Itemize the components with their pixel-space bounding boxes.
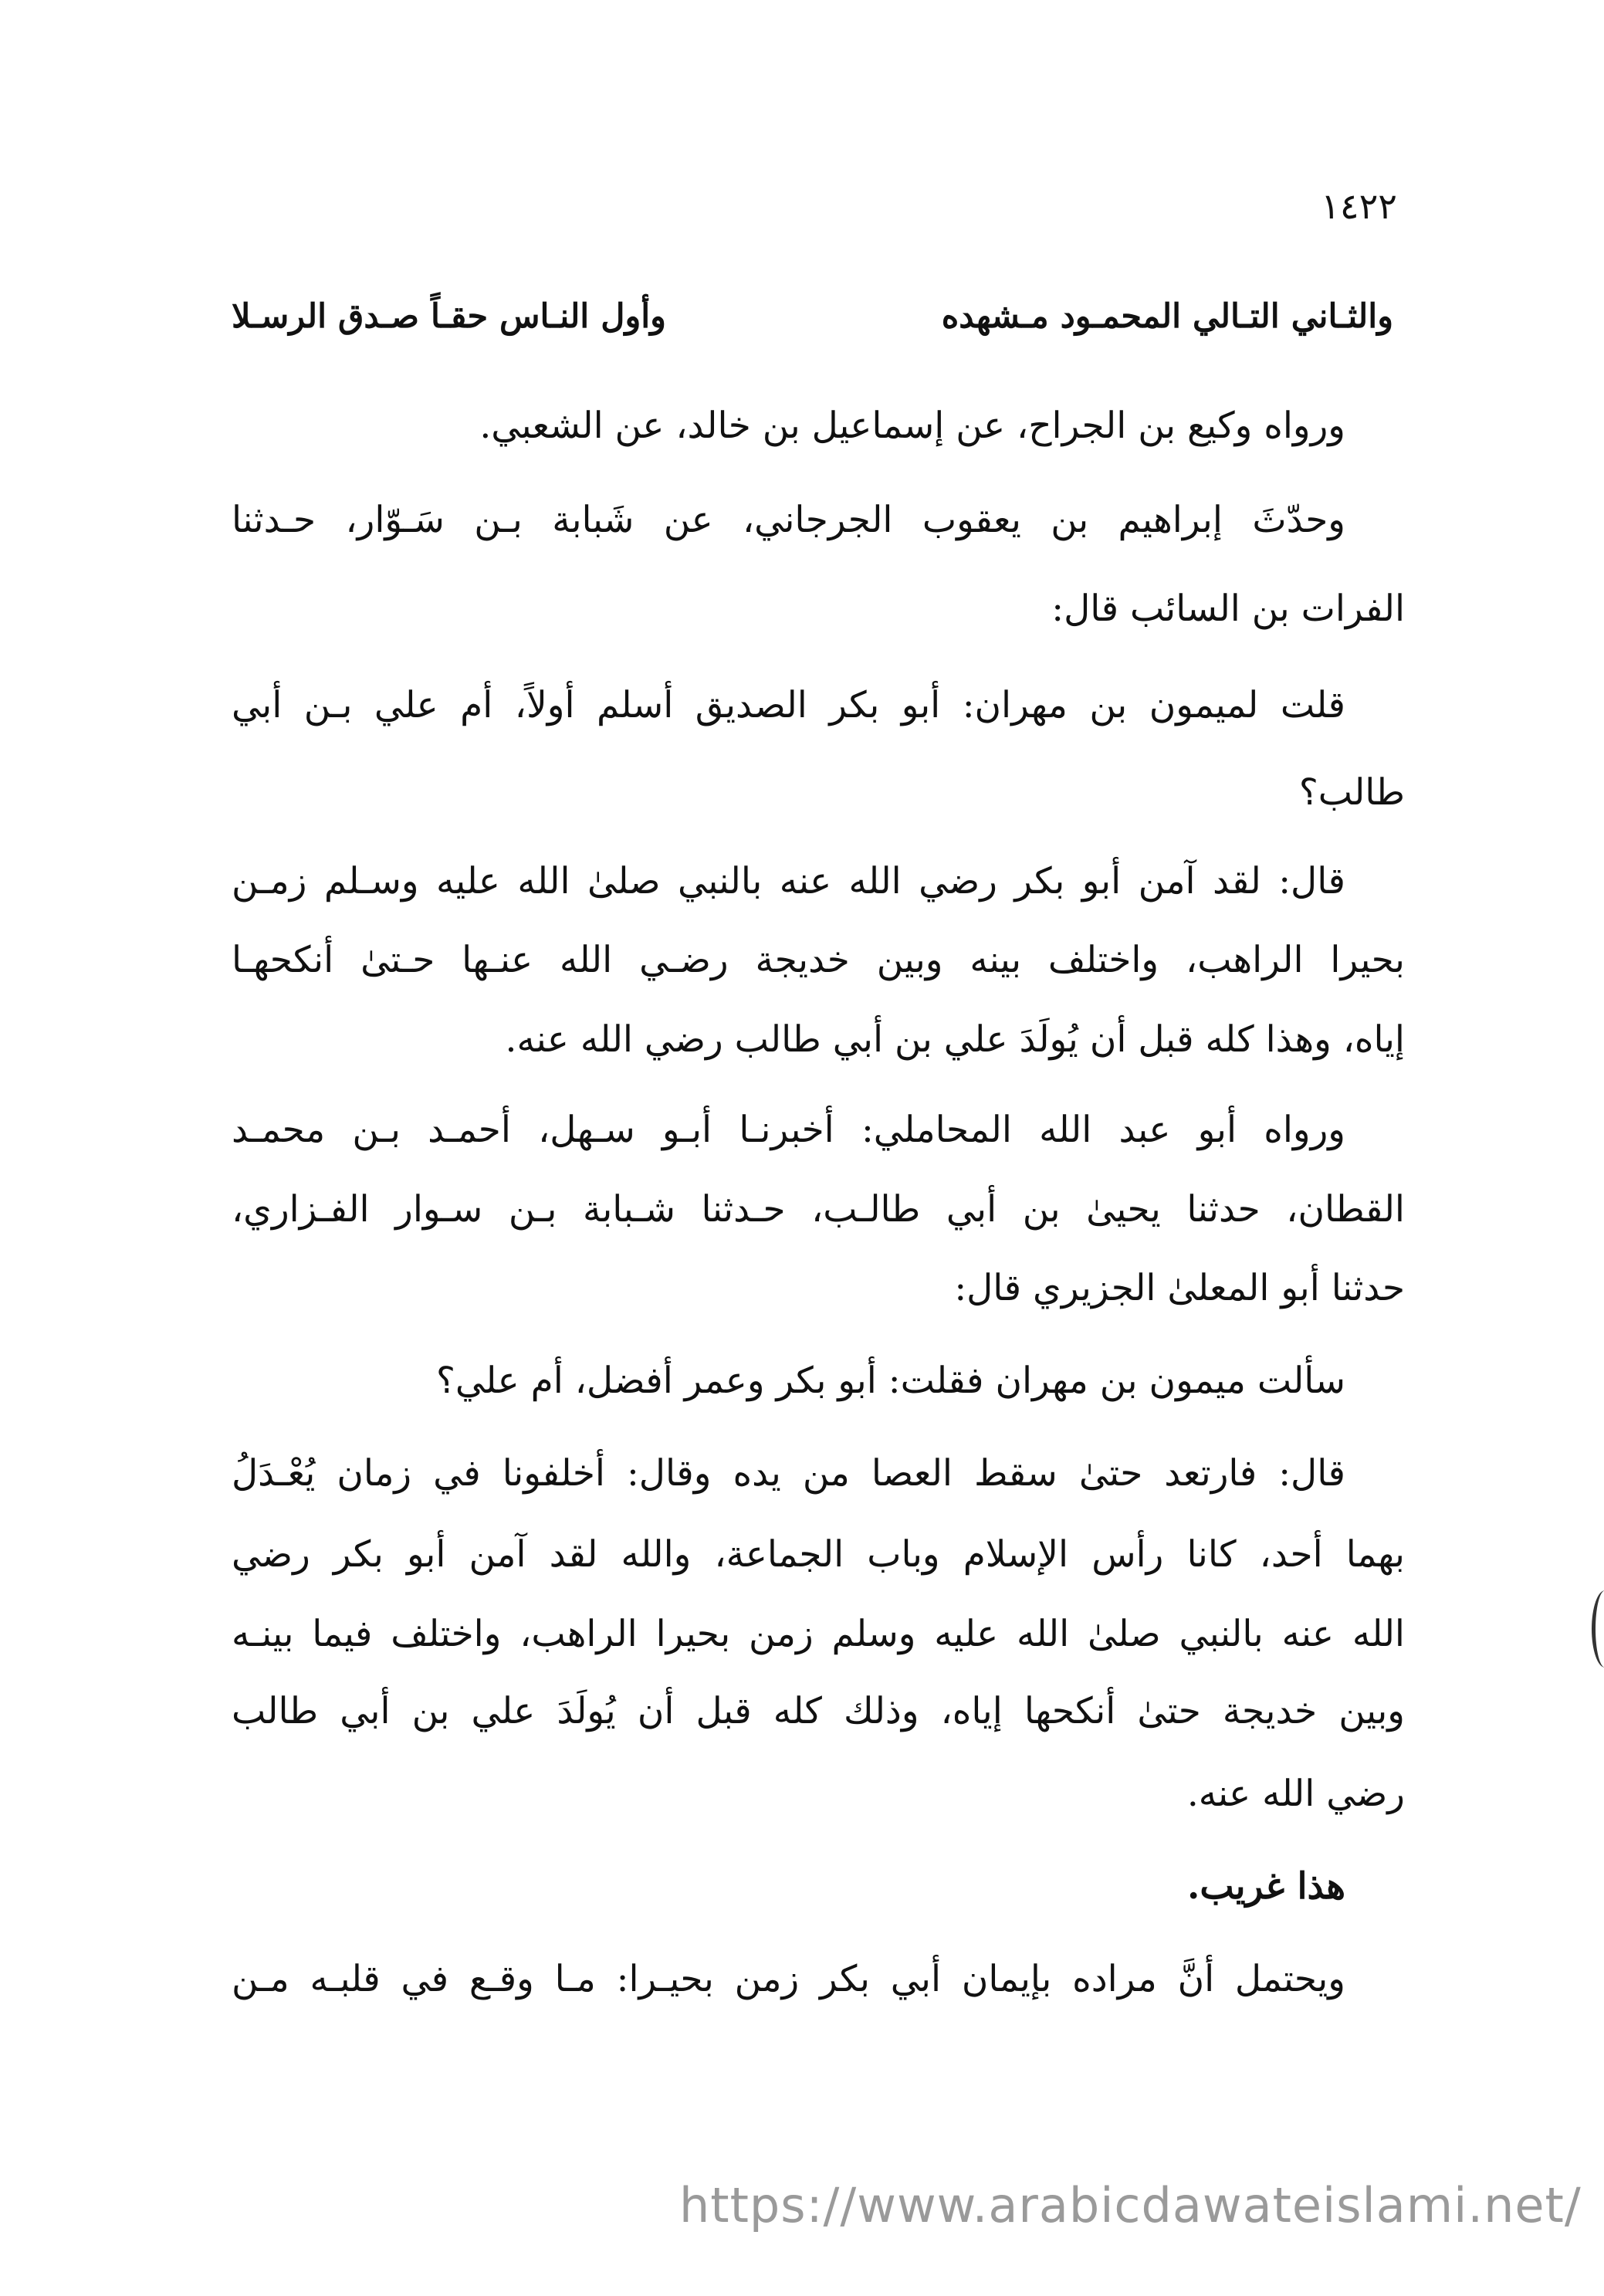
text-line-18: هذا غريب. (1187, 1865, 1345, 1908)
poetry-verse (232, 297, 1393, 359)
text-line-8: إياه، وهذا كله قبل أن يُولَدَ علي بن أبي طالب رضي الله عنه. (505, 1018, 1405, 1061)
verse-first-hemistich: والثـاني التـالي المحمـود مـشهده (941, 297, 1393, 336)
text-line-17: رضي الله عنه. (1186, 1773, 1405, 1815)
margin-bracket-mark (1592, 1590, 1604, 1668)
text-line-4: قلت لميمون بن مهران: أبو بكر الصديق أسلم أولاً، أم علي بـن أبي (232, 684, 1345, 726)
text-line-15: الله عنه بالنبي صلىٰ الله عليه وسلم زمن بحيرا الراهب، واختلف فيما بينـه (232, 1613, 1405, 1655)
text-line-16: وبين خديجة حتىٰ أنكحها إياه، وذلك كله قبل أن يُولَدَ علي بن أبي طالب (232, 1690, 1405, 1732)
text-line-9: ورواه أبو عبد الله المحاملي: أخبرنـا أبـو سـهل، أحمـد بـن محمـد (232, 1109, 1345, 1151)
page-number: ١٤٢٢ (1321, 185, 1397, 227)
text-line-11: حدثنا أبو المعلىٰ الجزيري قال: (954, 1267, 1405, 1309)
text-line-19: ويحتمل أنَّ مراده بإيمان أبي بكر زمن بحيـرا: مـا وقـع في قلبـه مـن (232, 1958, 1345, 2000)
text-line-2: وحدّثَ إبراهيم بن يعقوب الجرجاني، عن شَبابة بـن سَـوّار، حـدثنا (232, 499, 1345, 541)
text-line-12: سألت ميمون بن مهران فقلت: أبو بكر وعمر أفضل، أم علي؟ (435, 1360, 1345, 1402)
text-line-7: بحيرا الراهب، واختلف بينه وبين خديجة رضـي الله عنـها حـتىٰ أنكحهـا (232, 939, 1405, 981)
text-line-13: قال: فارتعد حتىٰ سقط العصا من يده وقال: أخلفونا في زمان يُعْـدَلُ (232, 1452, 1345, 1495)
watermark-url: https://www.arabicdawateislami.net/ (679, 2177, 1582, 2233)
text-line-1: ورواه وكيع بن الجراح، عن إسماعيل بن خالد، عن الشعبي. (479, 405, 1345, 447)
text-line-6: قال: لقد آمن أبو بكر رضي الله عنه بالنبي صلىٰ الله عليه وسـلم زمـن (232, 860, 1345, 902)
text-line-14: بهما أحد، كانا رأس الإسلام وباب الجماعة، والله لقد آمن أبو بكر رضي (232, 1533, 1405, 1576)
verse-second-hemistich: وأول النـاس حقـاً صـدق الرسـلا (232, 297, 666, 336)
text-line-3: الفرات بن السائب قال: (1051, 588, 1405, 630)
text-line-10: القطان، حدثنا يحيىٰ بن أبي طالـب، حـدثنا شـبابة بـن سـوار الفـزاري، (232, 1188, 1405, 1231)
text-line-5: طالب؟ (1298, 771, 1405, 814)
